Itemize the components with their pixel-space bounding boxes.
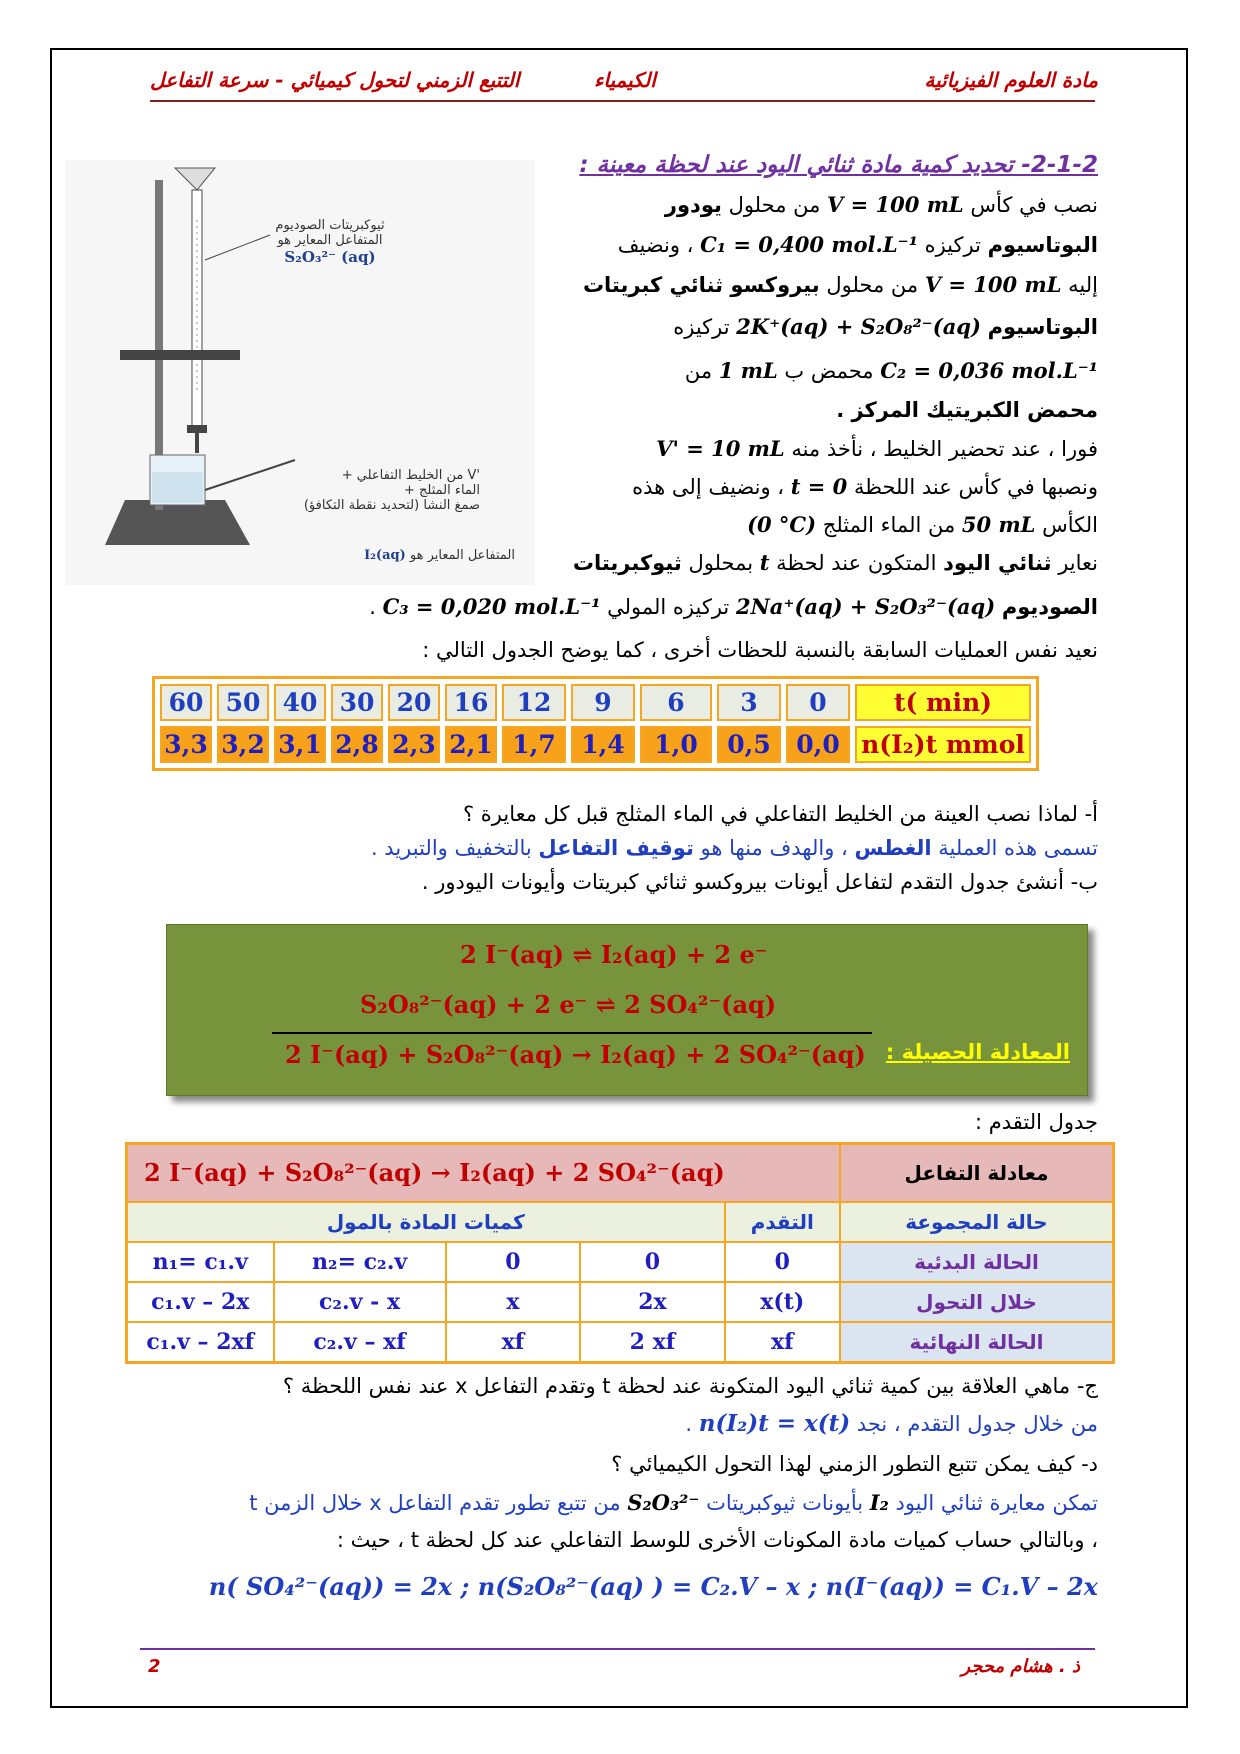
para-line-6: محمض الكبريتيك المركز . <box>836 398 1098 422</box>
para-line-8: ونصبها في كأس عند اللحظة t = 0 ، ونضيف إلى هذه <box>632 474 1098 499</box>
progress-label: التقدم <box>725 1202 840 1242</box>
cell-c2: n₂= c₂.v <box>274 1242 446 1282</box>
n-cell: 2,3 <box>388 726 440 763</box>
amounts-label: كميات المادة بالمول <box>127 1202 725 1242</box>
question-b: ب- أنشئ جدول التقدم لتفاعل أيونات بيروكسو ثنائي كبريتات وأيونات اليودور . <box>421 870 1098 894</box>
n-cell: 3,3 <box>160 726 212 763</box>
apparatus-label-titrant: ثيوكبريتات الصوديوم المتفاعل المعاير هو S₂O₃²⁻ (aq) <box>275 218 385 266</box>
clamp <box>120 350 240 360</box>
header-divider <box>150 100 1095 102</box>
t-cell: 16 <box>445 684 497 721</box>
para-line-7: فورا ، عند تحضير الخليط ، نأخذ منه V' = 10 mL <box>656 436 1098 461</box>
cell-progress: 0 <box>725 1242 840 1282</box>
cell-state: الحالة البدئية <box>840 1242 1114 1282</box>
stand-base <box>105 500 250 545</box>
half-equation-oxidation: 2 I⁻(aq) ⇌ I₂(aq) + 2 e⁻ <box>460 940 768 969</box>
answer-d-line-2: ، وبالتالي حساب كميات مادة المكونات الأخرى للوسط التفاعلي عند كل لحظة t ، حيث : <box>336 1528 1098 1552</box>
final-relations: n( SO₄²⁻(aq)) = 2x ; n(S₂O₈²⁻(aq) ) = C₂.V – x ; n(I⁻(aq)) = C₁.V – 2x <box>208 1572 1098 1601</box>
reaction-equation: 2 I⁻(aq) + S₂O₈²⁻(aq) → I₂(aq) + 2 SO₄²⁻(aq) <box>127 1144 840 1202</box>
answer-d-line-1: تمكن معايرة ثنائي اليود I₂ بأيونات ثيوكبريتات S₂O₃²⁻ من تتبع تطور تقدم التفاعل x خلال الزمن t <box>249 1490 1098 1515</box>
t-cell: 0 <box>786 684 850 721</box>
t-header: t( min) <box>855 684 1031 721</box>
state-label: حالة المجموعة <box>840 1202 1114 1242</box>
progress-table-caption: جدول التقدم : <box>974 1110 1098 1134</box>
table-row-time <box>160 684 1031 721</box>
para-line-5: C₂ = 0,036 mol.L⁻¹ محمض ب 1 mL من <box>684 358 1098 383</box>
para-line-3: إليه V = 100 mL من محلول بيروكسو ثنائي كبريتات <box>582 272 1098 297</box>
table-row <box>127 1322 1114 1363</box>
n-cell: 2,1 <box>445 726 497 763</box>
para-line-1: نصب في كأس V = 100 mL من محلول يودور <box>664 192 1098 217</box>
n-header: n(I₂)t mmol <box>855 726 1031 763</box>
cell-c2: c₂.v - x <box>274 1282 446 1322</box>
answer-c: من خلال جدول التقدم ، نجد n(I₂)t = x(t) . <box>685 1410 1098 1437</box>
n-cell: 1,7 <box>502 726 566 763</box>
t-cell: 6 <box>640 684 712 721</box>
t-cell: 60 <box>160 684 212 721</box>
header-branch: الكيمياء <box>594 68 656 92</box>
cell-c2: c₂.v – xf <box>274 1322 446 1363</box>
overall-equation: 2 I⁻(aq) + S₂O₈²⁻(aq) → I₂(aq) + 2 SO₄²⁻(aq) <box>285 1040 866 1069</box>
cell-c4: 2 xf <box>580 1322 724 1363</box>
cell-progress: x(t) <box>725 1282 840 1322</box>
t-cell: 3 <box>717 684 781 721</box>
t-cell: 9 <box>571 684 635 721</box>
cell-c4: 0 <box>580 1242 724 1282</box>
table-row <box>127 1242 1114 1282</box>
cell-state: خلال التحول <box>840 1282 1114 1322</box>
para-line-9: الكأس 50 mL من الماء المثلج (0 °C) <box>747 512 1098 537</box>
cell-state: الحالة النهائية <box>840 1322 1114 1363</box>
apparatus-label-mixture: 'V من الخليط التفاعلي + الماء المثلج + صمغ النشا (لتحديد نقطة التكافؤ) <box>303 468 480 513</box>
n-cell: 3,2 <box>217 726 269 763</box>
n-cell: 1,4 <box>571 726 635 763</box>
n-cell: 0,0 <box>786 726 850 763</box>
header-lesson: التتبع الزمني لتحول كيميائي - سرعة التفاعل <box>150 68 520 92</box>
para-line-11: الصوديوم 2Na⁺(aq) + S₂O₃²⁻(aq) تركيزه المولي C₃ = 0,020 mol.L⁻¹ . <box>369 594 1098 619</box>
t-cell: 50 <box>217 684 269 721</box>
para-line-12: نعيد نفس العمليات السابقة بالنسبة للحظات أخرى ، كما يوضح الجدول التالي : <box>422 638 1098 662</box>
cell-c4: 2x <box>580 1282 724 1322</box>
table-row <box>127 1144 1114 1202</box>
reaction-equation-label: معادلة التفاعل <box>840 1144 1114 1202</box>
header-subject: مادة العلوم الفيزيائية <box>924 68 1098 92</box>
cell-c1: n₁= c₁.v <box>127 1242 274 1282</box>
question-c: ج- ماهي العلاقة بين كمية ثنائي اليود المتكونة عند لحظة t وتقدم التفاعل x عند نفس اللحظة ؟ <box>282 1374 1098 1398</box>
footer-author: ذ . هشام محجر <box>961 1656 1080 1677</box>
progress-table <box>125 1142 1115 1364</box>
n-cell: 1,0 <box>640 726 712 763</box>
half-equation-reduction: S₂O₈²⁻(aq) + 2 e⁻ ⇌ 2 SO₄²⁻(aq) <box>360 990 777 1019</box>
apparatus-label-titrated: المتفاعل المعاير هو I₂(aq) <box>364 548 515 563</box>
table-row <box>127 1282 1114 1322</box>
n-cell: 3,1 <box>274 726 326 763</box>
page-number: 2 <box>148 1656 161 1677</box>
section-title: 2-1-2- تحديد كمية مادة ثنائي اليود عند لحظة معينة : <box>579 152 1098 178</box>
para-line-10: نعاير ثنائي اليود المتكون عند لحظة t بمحلول ثيوكبريتات <box>572 550 1098 575</box>
question-d: د- كيف يمكن تتبع التطور الزمني لهذا التحول الكيميائي ؟ <box>611 1452 1098 1476</box>
question-a: أ- لماذا نصب العينة من الخليط التفاعلي في الماء المثلج قبل كل معايرة ؟ <box>462 802 1098 826</box>
table-row-amount <box>160 726 1031 763</box>
table-row <box>127 1202 1114 1242</box>
para-line-4: البوتاسيوم 2K⁺(aq) + S₂O₈²⁻(aq) تركيزه <box>673 314 1098 339</box>
n-cell: 2,8 <box>331 726 383 763</box>
t-cell: 20 <box>388 684 440 721</box>
equation-divider <box>272 1032 872 1034</box>
n-cell: 0,5 <box>717 726 781 763</box>
cell-progress: xf <box>725 1322 840 1363</box>
cell-c1: c₁.v – 2x <box>127 1282 274 1322</box>
t-cell: 40 <box>274 684 326 721</box>
overall-equation-label: المعادلة الحصيلة : <box>885 1040 1070 1064</box>
iodine-amount-table <box>152 676 1039 771</box>
cell-c1: c₁.v – 2xf <box>127 1322 274 1363</box>
para-line-2: البوتاسيوم تركيزه C₁ = 0,400 mol.L⁻¹ ، ونضيف <box>617 232 1098 257</box>
t-cell: 12 <box>502 684 566 721</box>
cell-c3: 0 <box>446 1242 581 1282</box>
cell-c3: x <box>446 1282 581 1322</box>
answer-a: تسمى هذه العملية الغطس ، والهدف منها هو توقيف التفاعل بالتخفيف والتبريد . <box>370 836 1098 860</box>
t-cell: 30 <box>331 684 383 721</box>
footer-divider <box>140 1648 1095 1650</box>
cell-c3: xf <box>446 1322 581 1363</box>
